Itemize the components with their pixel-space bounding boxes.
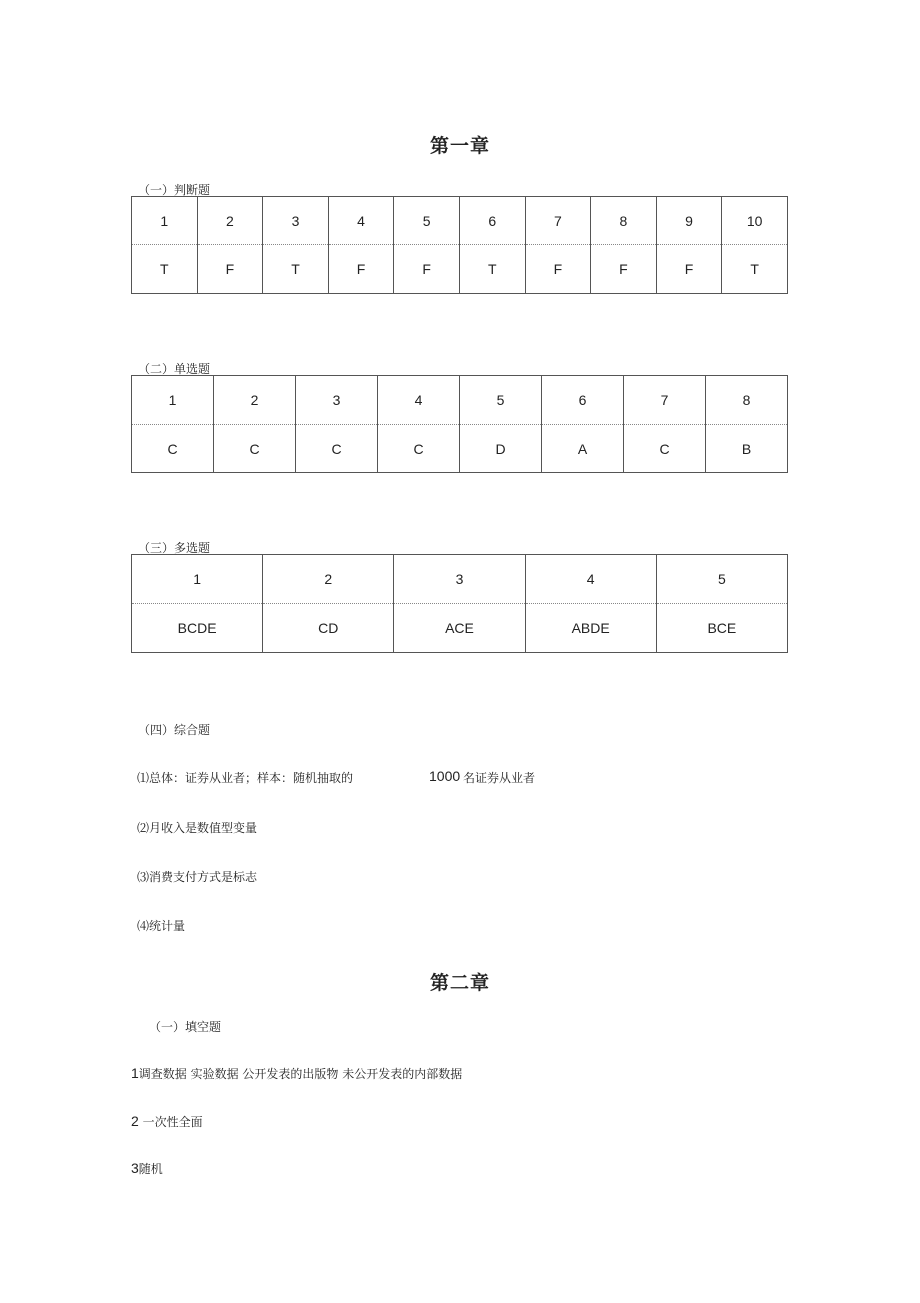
judgment-number-cell: 9 [656,197,722,245]
single-answer-cell: C [378,425,460,473]
judgment-number-cell: 3 [263,197,329,245]
judgment-answer-cell: F [394,245,460,294]
single-answer-cell: C [214,425,296,473]
fill-item-2-number: 2 [131,1113,139,1129]
judgment-number-cell: 8 [591,197,657,245]
single-choice-heading: （二）单选题 [138,362,211,376]
judgment-number-cell: 10 [722,197,788,245]
judgment-number-cell: 1 [132,197,198,245]
multiple-answer-cell: ABDE [525,604,656,653]
single-number-cell: 3 [296,376,378,425]
single-number-cell: 1 [132,376,214,425]
multiple-answer-cell: ACE [394,604,525,653]
fill-item-3 [131,1160,163,1177]
comprehensive-item-1-text: ⑴总体：证券从业者；样本：随机抽取的 [137,771,354,785]
single-number-cell: 6 [542,376,624,425]
chapter1-title: 第一章 [429,135,490,157]
single-number-cell: 5 [460,376,542,425]
multiple-choice-table [131,554,788,653]
single-number-cell: 8 [706,376,788,425]
judgment-number-cell: 7 [525,197,591,245]
judgment-number-cell: 6 [459,197,525,245]
multiple-number-cell: 1 [132,555,263,604]
judgment-answer-cell: F [328,245,394,294]
multiple-answer-cell: CD [263,604,394,653]
fill-item-3-number: 3 [131,1160,139,1176]
single-number-cell: 7 [624,376,706,425]
judgment-answer-cell: F [591,245,657,294]
judgment-number-cell: 2 [197,197,263,245]
judgment-answer-cell: T [459,245,525,294]
comprehensive-item-4: ⑷统计量 [137,919,186,933]
single-answer-cell: C [624,425,706,473]
comprehensive-item-2: ⑵月收入是数值型变量 [137,821,258,835]
judgment-answer-cell: F [656,245,722,294]
judgment-answer-cell: F [525,245,591,294]
fill-item-2-text: 一次性全面 [138,1115,203,1129]
single-answer-cell: C [132,425,214,473]
comprehensive-item-3: ⑶消费支付方式是标志 [137,870,258,884]
judgment-answer-cell: T [132,245,198,294]
single-number-cell: 2 [214,376,296,425]
judgment-number-cell: 4 [328,197,394,245]
multiple-number-cell: 3 [394,555,525,604]
comprehensive-item-1-tail: 名证券从业者 [463,771,536,785]
multiple-answer-cell: BCDE [132,604,263,653]
single-answer-cell: C [296,425,378,473]
fill-item-1 [131,1065,462,1082]
judgment-answer-cell: T [263,245,329,294]
judgment-answer-cell: F [197,245,263,294]
multiple-answer-cell: BCE [656,604,787,653]
judgment-table [131,196,788,294]
multiple-number-cell: 5 [656,555,787,604]
multiple-choice-heading: （三）多选题 [138,541,211,555]
fill-blank-heading: （一）填空题 [149,1020,222,1034]
fill-item-2 [131,1113,203,1130]
fill-item-3-text: 随机 [138,1162,163,1176]
comprehensive-item-1 [137,768,536,786]
single-choice-table [131,375,788,473]
single-answer-cell: A [542,425,624,473]
multiple-number-cell: 2 [263,555,394,604]
fill-item-1-number: 1 [131,1065,139,1081]
chapter2-title: 第二章 [429,972,490,994]
comprehensive-item-1-number: 1000 [429,768,461,784]
judgment-number-cell: 5 [394,197,460,245]
comprehensive-heading: （四）综合题 [138,723,211,737]
judgment-answer-cell: T [722,245,788,294]
multiple-number-cell: 4 [525,555,656,604]
single-number-cell: 4 [378,376,460,425]
single-answer-cell: B [706,425,788,473]
judgment-heading: （一）判断题 [138,183,211,197]
single-answer-cell: D [460,425,542,473]
fill-item-1-text: 调查数据 实验数据 公开发表的出版物 未公开发表的内部数据 [138,1067,463,1081]
